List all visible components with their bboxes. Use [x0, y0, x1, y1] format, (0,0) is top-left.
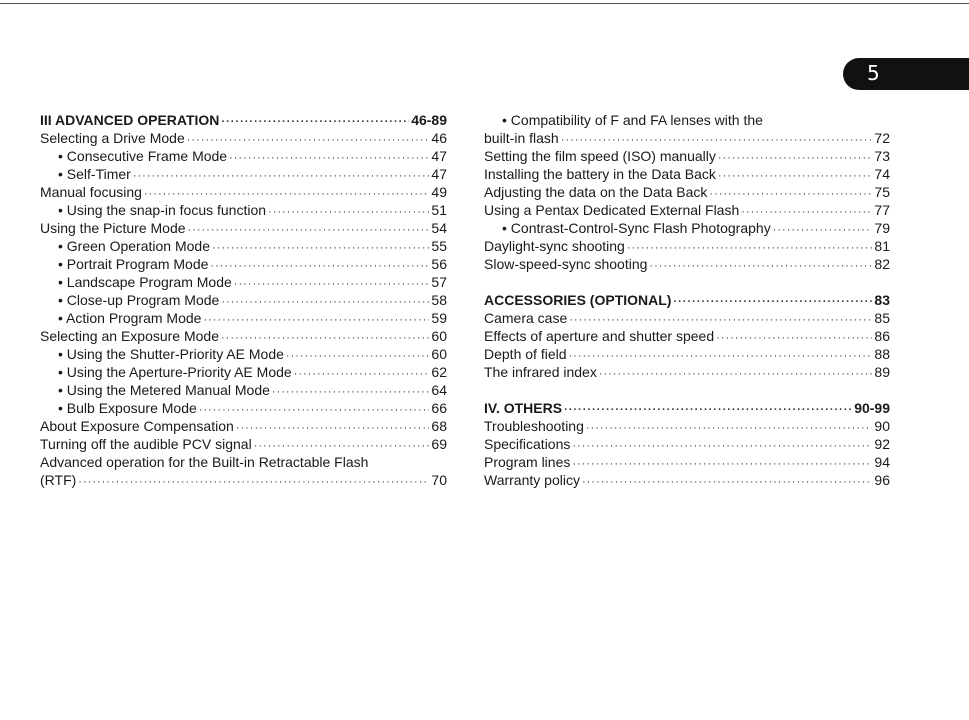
- dot-leader: [564, 401, 852, 419]
- toc-entry: [484, 417, 890, 435]
- toc-entry-title: III ADVANCED OPERATION: [40, 112, 220, 128]
- toc-entry-title: Effects of aperture and shutter speed: [484, 328, 715, 344]
- toc-entry: [484, 435, 890, 453]
- toc-entry-title: • Action Program Mode: [40, 309, 201, 327]
- toc-spacer: [484, 381, 890, 399]
- toc-page-number: 90-99: [854, 400, 890, 416]
- dot-leader: [572, 455, 872, 473]
- toc-entry: [40, 327, 447, 345]
- toc-page-number: 70: [431, 472, 447, 488]
- toc-page-number: 49: [431, 184, 447, 200]
- toc-page-number: 92: [874, 436, 890, 452]
- toc-entry: [40, 435, 447, 453]
- toc-page-number: 46-89: [411, 112, 447, 128]
- toc-page-number: 51: [431, 202, 447, 218]
- toc-section-heading: [484, 399, 890, 417]
- dot-leader: [78, 473, 429, 491]
- toc-entry-title: Turning off the audible PCV signal: [40, 436, 252, 452]
- dot-leader: [221, 113, 409, 131]
- toc-page-number: 79: [874, 220, 890, 236]
- toc-entry: [40, 273, 447, 291]
- toc-entry: [40, 237, 447, 255]
- toc-section-heading: [40, 111, 447, 129]
- toc-entry-title: • Using the Metered Manual Mode: [40, 381, 270, 399]
- toc-entry: [40, 201, 447, 219]
- dot-leader: [582, 473, 872, 491]
- toc-entry-title: Program lines: [484, 454, 571, 470]
- toc-entry-title: Using a Pentax Dedicated External Flash: [484, 202, 740, 218]
- toc-entry: [40, 165, 447, 183]
- toc-right-column: [484, 111, 890, 489]
- toc-entry: [40, 291, 447, 309]
- toc-entry-title: • Contrast-Control-Sync Flash Photography: [484, 219, 771, 237]
- toc-entry: [484, 219, 890, 237]
- toc-entry-title: Warranty policy: [484, 472, 580, 488]
- toc-entry-title: • Landscape Program Mode: [40, 273, 232, 291]
- toc-entry-title: Selecting an Exposure Mode: [40, 328, 219, 344]
- toc-entry-title: Selecting a Drive Mode: [40, 130, 185, 146]
- toc-entry: [40, 381, 447, 399]
- toc-page-number: 83: [874, 292, 890, 308]
- toc-entry-title: • Using the snap-in focus function: [40, 201, 266, 219]
- toc-page-number: 56: [431, 256, 447, 272]
- dot-leader: [286, 347, 430, 365]
- toc-entry-title: Daylight-sync shooting: [484, 238, 625, 254]
- toc-entry-title: • Green Operation Mode: [40, 237, 210, 255]
- toc-entry: [40, 219, 447, 237]
- toc-entry-title: • Close-up Program Mode: [40, 291, 219, 309]
- toc-entry-title: built-in flash: [484, 130, 559, 146]
- toc-entry-title: Advanced operation for the Built-in Retractable Flash: [40, 454, 369, 470]
- toc-entry-title: (RTF): [40, 472, 77, 488]
- toc-entry-title: About Exposure Compensation: [40, 418, 234, 434]
- toc-entry: [40, 129, 447, 147]
- toc-entry-title: Setting the film speed (ISO) manually: [484, 148, 716, 164]
- toc-entry: [484, 165, 890, 183]
- toc-entry-title: IV. OTHERS: [484, 400, 563, 416]
- toc-page-number: 57: [431, 274, 447, 290]
- dot-leader: [673, 293, 872, 311]
- page-number: 5: [867, 61, 880, 85]
- toc-entry-title: Adjusting the data on the Data Back: [484, 184, 708, 200]
- toc-entry-title: • Consecutive Frame Mode: [40, 147, 227, 165]
- toc-page-number: 77: [874, 202, 890, 218]
- dot-leader: [773, 221, 873, 239]
- toc-page-number: 54: [431, 220, 447, 236]
- dot-leader: [212, 239, 429, 257]
- dot-leader: [236, 419, 430, 437]
- toc-page-number: 46: [431, 130, 447, 146]
- toc-entry: [484, 255, 890, 273]
- dot-leader: [294, 365, 430, 383]
- toc-page-number: 72: [874, 130, 890, 146]
- dot-leader: [718, 149, 873, 167]
- dot-leader: [272, 383, 430, 401]
- dot-leader: [599, 365, 873, 383]
- toc-entry: [484, 309, 890, 327]
- toc-section-heading: [484, 291, 890, 309]
- dot-leader: [203, 311, 429, 329]
- toc-page-number: 85: [874, 310, 890, 326]
- toc-entry: [484, 453, 890, 471]
- dot-leader: [234, 275, 430, 293]
- toc-entry-title: The infrared index: [484, 364, 597, 380]
- toc-entry-title: • Using the Shutter-Priority AE Mode: [40, 345, 284, 363]
- dot-leader: [268, 203, 429, 221]
- toc-entry: [484, 183, 890, 201]
- toc-left-column: [40, 111, 447, 489]
- top-rule: [0, 3, 969, 4]
- toc-entry-title: Manual focusing: [40, 184, 142, 200]
- toc-entry-title: Troubleshooting: [484, 418, 584, 434]
- toc-entry: [40, 453, 447, 471]
- toc-page-number: 60: [431, 328, 447, 344]
- toc-entry: [40, 147, 447, 165]
- toc-entry-title: Depth of field: [484, 346, 567, 362]
- toc-page-number: 88: [874, 346, 890, 362]
- dot-leader: [627, 239, 873, 257]
- dot-leader: [586, 419, 873, 437]
- page-number-tab: [843, 58, 969, 90]
- toc-page-number: 74: [874, 166, 890, 182]
- toc-entry: [40, 399, 447, 417]
- toc-entry-title: Camera case: [484, 310, 568, 326]
- toc-entry-title: Specifications: [484, 436, 571, 452]
- toc-entry: [484, 147, 890, 165]
- toc-page-number: 47: [431, 166, 447, 182]
- toc-entry: [484, 237, 890, 255]
- toc-page-number: 59: [431, 310, 447, 326]
- toc-page-number: 94: [874, 454, 890, 470]
- toc-entry-title: • Using the Aperture-Priority AE Mode: [40, 363, 292, 381]
- toc-spacer: [484, 273, 890, 291]
- toc-page-number: 73: [874, 148, 890, 164]
- toc-page-number: 69: [431, 436, 447, 452]
- dot-leader: [718, 167, 873, 185]
- dot-leader: [133, 167, 430, 185]
- toc-entry: [484, 345, 890, 363]
- toc-entry: [484, 129, 890, 147]
- toc-page-number: 47: [431, 148, 447, 164]
- toc-entry-title: • Portrait Program Mode: [40, 255, 208, 273]
- dot-leader: [221, 293, 429, 311]
- dot-leader: [649, 257, 872, 275]
- dot-leader: [188, 221, 430, 239]
- toc-entry-title: Using the Picture Mode: [40, 220, 186, 236]
- toc-entry: [40, 255, 447, 273]
- toc-entry: [40, 309, 447, 327]
- toc-page-number: 86: [874, 328, 890, 344]
- toc-page-number: 66: [431, 400, 447, 416]
- toc-entry: [40, 471, 447, 489]
- toc-page-number: 90: [874, 418, 890, 434]
- toc-entry-title: • Self-Timer: [40, 165, 131, 183]
- toc-page-number: 62: [431, 364, 447, 380]
- toc-page-number: 58: [431, 292, 447, 308]
- dot-leader: [229, 149, 429, 167]
- toc-page-number: 68: [431, 418, 447, 434]
- dot-leader: [569, 347, 873, 365]
- toc-page-number: 96: [874, 472, 890, 488]
- toc-entry: [484, 471, 890, 489]
- toc-entry-title: • Bulb Exposure Mode: [40, 399, 197, 417]
- toc-page-number: 75: [874, 184, 890, 200]
- toc-entry: [40, 183, 447, 201]
- toc-entry-title: • Compatibility of F and FA lenses with the: [484, 111, 763, 129]
- toc-page-number: 89: [874, 364, 890, 380]
- toc-entry: [40, 417, 447, 435]
- toc-entry: [484, 201, 890, 219]
- toc-page-number: 55: [431, 238, 447, 254]
- toc-entry-title: Slow-speed-sync shooting: [484, 256, 648, 272]
- toc-page-number: 81: [874, 238, 890, 254]
- toc-entry: [484, 363, 890, 381]
- toc-page-number: 60: [431, 346, 447, 362]
- toc-entry-title: ACCESSORIES (OPTIONAL): [484, 292, 672, 308]
- dot-leader: [716, 329, 872, 347]
- toc-entry: [484, 111, 890, 129]
- toc-entry: [484, 327, 890, 345]
- toc-entry: [40, 363, 447, 381]
- toc-entry-title: Installing the battery in the Data Back: [484, 166, 716, 182]
- toc-entry: [40, 345, 447, 363]
- toc-page-number: 64: [431, 382, 447, 398]
- dot-leader: [572, 437, 872, 455]
- toc-page-number: 82: [874, 256, 890, 272]
- dot-leader: [210, 257, 429, 275]
